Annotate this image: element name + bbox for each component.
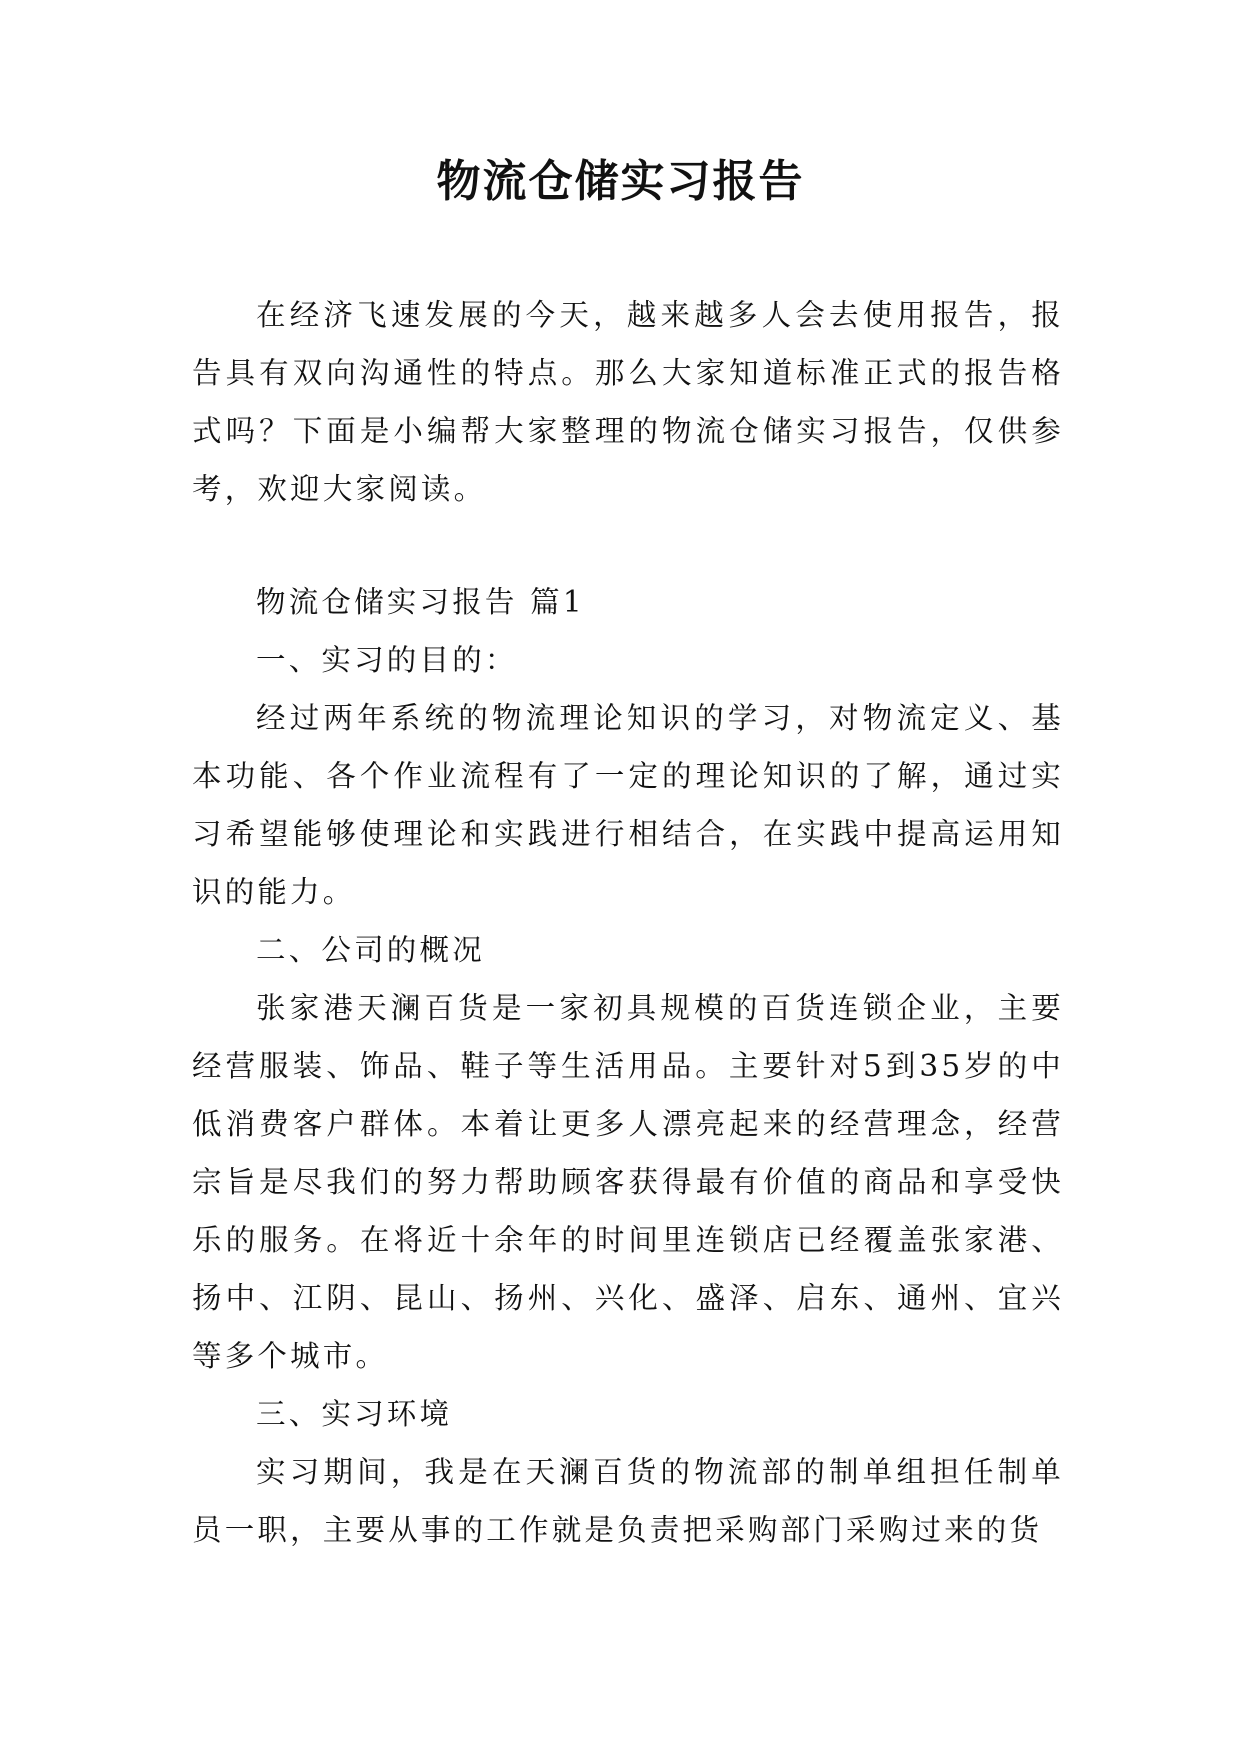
paragraph-purpose: 经过两年系统的物流理论知识的学习，对物流定义、基本功能、各个作业流程有了一定的理论知识的了解，通过实习希望能够使理论和实践进行相结合，在实践中提高运用知识的能力。 xyxy=(192,701,1064,909)
heading-environment: 三、实习环境 xyxy=(256,1397,453,1431)
document-title: 物流仓储实习报告 xyxy=(436,156,805,207)
intro-section xyxy=(192,286,1064,518)
section-title: 物流仓储实习报告 篇1 xyxy=(256,585,585,619)
paragraph-environment: 实习期间，我是在天澜百货的物流部的制单组担任制单员一职，主要从事的工作就是负责把采购部门采购过来的货 xyxy=(192,1455,1064,1547)
report-body xyxy=(192,573,1064,1559)
heading-purpose: 一、实习的目的： xyxy=(256,643,518,677)
heading-company: 二、公司的概况 xyxy=(256,933,485,967)
paragraph-company: 张家港天澜百货是一家初具规模的百货连锁企业，主要经营服装、饰品、鞋子等生活用品。主要针对5到35岁的中低消费客户群体。本着让更多人漂亮起来的经营理念，经营宗旨是尽我们的努力帮助顾客获得最有价值的商品和享受快乐的服务。在将近十余年的时间里连锁店已经覆盖张家港、扬中、江阴、昆山、扬州、兴化、盛泽、启东、通州、宜兴等多个城市。 xyxy=(192,991,1064,1373)
intro-paragraph: 在经济飞速发展的今天，越来越多人会去使用报告，报告具有双向沟通性的特点。那么大家知道标准正式的报告格式吗？下面是小编帮大家整理的物流仓储实习报告，仅供参考，欢迎大家阅读。 xyxy=(192,298,1064,506)
